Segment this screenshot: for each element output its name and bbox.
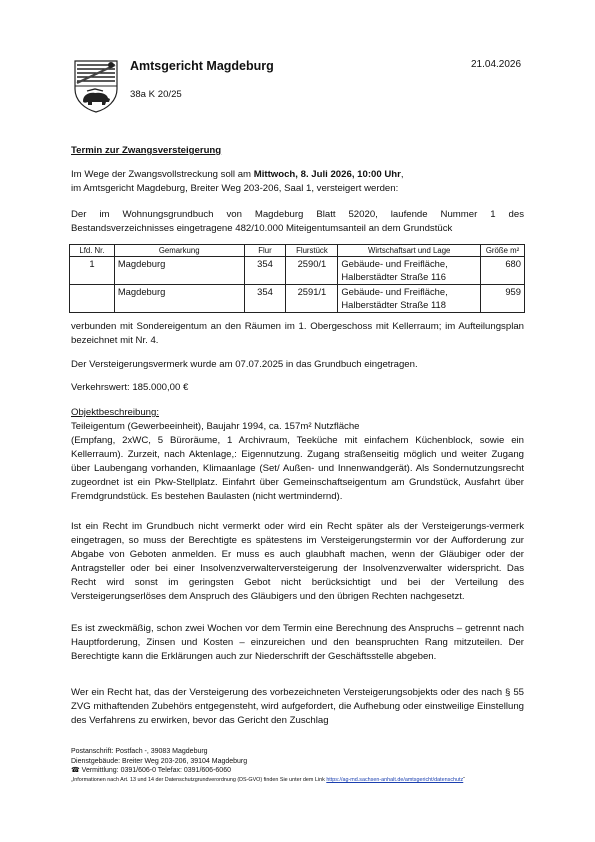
document-date: 21.04.2026 bbox=[471, 59, 522, 70]
lage-line: Halberstädter Straße 118 bbox=[341, 298, 446, 310]
objekt-text: (Empfang, 2xWC, 5 Büroräume, 1 Archivraum, Teeküche mit einfachem Küchenblock, sowie ein Kellerraum). Zurzeit, nach Aktenlage,: Eigennutzung. Zugang straßenseitig möglich und weiter Zugang über Laubengang vorhanden, Klimaanlage (Set/ Außen- und Innenwandgerät). Als Sondernutzungsrecht zugeordnet ist ein Pkw-Stellplatz. Einfahrt über Gemeinschaftseigentum am Grundstück, Ausfahrt über Fremdgrundstück. Es bestehen Baulasten (nicht wertmindernd). bbox=[71, 435, 524, 502]
coat-of-arms-seal bbox=[73, 59, 119, 113]
lage-line: Gebäude- und Freifläche, bbox=[341, 286, 448, 297]
verkehrswert: Verkehrswert: 185.000,00 € bbox=[71, 382, 189, 393]
footer-phone: ☎ Vermittlung: 0391/606-0 Telefax: 0391/606-6060 bbox=[71, 767, 231, 775]
col-header: Flur bbox=[244, 245, 286, 257]
intro-comma: , bbox=[400, 169, 404, 180]
parcel-table bbox=[69, 244, 525, 313]
table-row bbox=[70, 285, 525, 313]
table-header-row bbox=[70, 245, 525, 257]
intro-text: Im Wege der Zwangsvollstreckung soll am bbox=[71, 169, 254, 180]
footer-postanschrift: Postanschrift: Postfach -, 39083 Magdeburg bbox=[71, 748, 208, 755]
footer-dienstgebaeude: Dienstgebäude: Breiter Weg 203-206, 39104 Magdeburg bbox=[71, 757, 248, 765]
lage-line: Gebäude- und Freifläche, bbox=[341, 258, 448, 269]
cell-gemarkung: Magdeburg bbox=[114, 285, 244, 313]
privacy-note-text: „Informationen nach Art. 13 und 14 der Datenschutzgrundverordnung (DS-GVO) finden Sie unter dem Link bbox=[71, 777, 327, 783]
privacy-note-end: “ bbox=[463, 777, 466, 783]
table-row bbox=[70, 257, 525, 285]
privacy-note bbox=[71, 777, 526, 784]
footer-address bbox=[71, 747, 247, 776]
col-header: Lfd. Nr. bbox=[70, 245, 115, 257]
cell-groesse: 680 bbox=[481, 257, 525, 285]
cell-flur: 354 bbox=[244, 257, 286, 285]
cell-flur: 354 bbox=[244, 285, 286, 313]
col-header: Flurstück bbox=[286, 245, 338, 257]
col-header: Größe m² bbox=[481, 245, 525, 257]
cell-nr bbox=[70, 285, 115, 313]
cell-flurstueck: 2590/1 bbox=[286, 257, 338, 285]
recht-anmelden-text: Ist ein Recht im Grundbuch nicht vermerkt oder wird ein Recht später als der Versteigerungs-vermerk eingetragen, so muss der Berechtigte es spätestens im Versteigerungstermin vor der Aufforderung zur Abgabe von Geboten anmelden. Er muss es auch glaubhaft machen, wenn der Gläubiger oder der Antragsteller oder bei einer Insolvenzverwalterversteigerung der Insolvenzverwalter widerspricht. Das Recht wird sonst im geringsten Gebot nicht berücksichtigt und bei der Verteilung des Versteigerungserlöses dem Anspruch des Gläubigers und den übrigen Rechten nachgesetzt. bbox=[71, 521, 524, 602]
col-header: Gemarkung bbox=[114, 245, 244, 257]
court-name: Amtsgericht Magdeburg bbox=[130, 59, 274, 73]
auction-date-time: Mittwoch, 8. Juli 2026, 10:00 Uhr bbox=[253, 169, 401, 180]
objekt-label: Objektbeschreibung: bbox=[71, 407, 159, 418]
lage-line: Halberstädter Straße 116 bbox=[341, 270, 446, 282]
cell-gemarkung: Magdeburg bbox=[114, 257, 244, 285]
cell-lage bbox=[338, 257, 481, 285]
auction-intro bbox=[71, 168, 524, 196]
cell-lage bbox=[338, 285, 481, 313]
case-number: 38a K 20/25 bbox=[130, 89, 182, 100]
objekt-line1: Teileigentum (Gewerbeeinheit), Baujahr 1994, ca. 157m² Nutzfläche bbox=[71, 421, 360, 432]
sondereigentum-text: verbunden mit Sondereigentum an den Räumen im 1. Obergeschoss mit Kellerraum; im Aufteilungsplan bezeichnet mit Nr. 4. bbox=[71, 321, 524, 346]
objektbeschreibung bbox=[71, 406, 524, 504]
cell-nr: 1 bbox=[70, 257, 115, 285]
versteigerungsvermerk: Der Versteigerungsvermerk wurde am 07.07.2025 in das Grundbuch eingetragen. bbox=[71, 359, 418, 370]
notice-title: Termin zur Zwangsversteigerung bbox=[71, 145, 222, 156]
cell-flurstueck: 2591/1 bbox=[286, 285, 338, 313]
cell-groesse: 959 bbox=[481, 285, 525, 313]
widerspruch-text: Wer ein Recht hat, das der Versteigerung des vorbezeichneten Versteigerungsobjekts oder des nach § 55 ZVG mithaftenden Zubehörs entgegensteht, wird aufgefordert, die Aufhebung oder einstweilige Einstellung des Verfahrens zu erwirken, bevor das Gericht den Zuschlag bbox=[71, 687, 524, 726]
land-register-text: Der im Wohnungsgrundbuch von Magdeburg Blatt 52020, laufende Nummer 1 des Bestandsverzeichnisses eingetragene 482/10.000 Miteigentumsanteil an dem Grundstück bbox=[71, 209, 524, 234]
auction-location: im Amtsgericht Magdeburg, Breiter Weg 203-206, Saal 1, versteigert werden: bbox=[71, 183, 399, 194]
privacy-link[interactable]: https://ag-md.sachsen-anhalt.de/amtsgericht/datenschutz bbox=[326, 777, 464, 783]
col-header: Wirtschaftsart und Lage bbox=[338, 245, 481, 257]
berechnung-text: Es ist zweckmäßig, schon zwei Wochen vor dem Termin eine Berechnung des Anspruchs – getrennt nach Hauptforderung, Zinsen und Kosten – einzureichen und den beanspruchten Rang mitzuteilen. Der Berechtigte kann die Erklärungen auch zur Niederschrift der Geschäftsstelle abgeben. bbox=[71, 623, 524, 662]
